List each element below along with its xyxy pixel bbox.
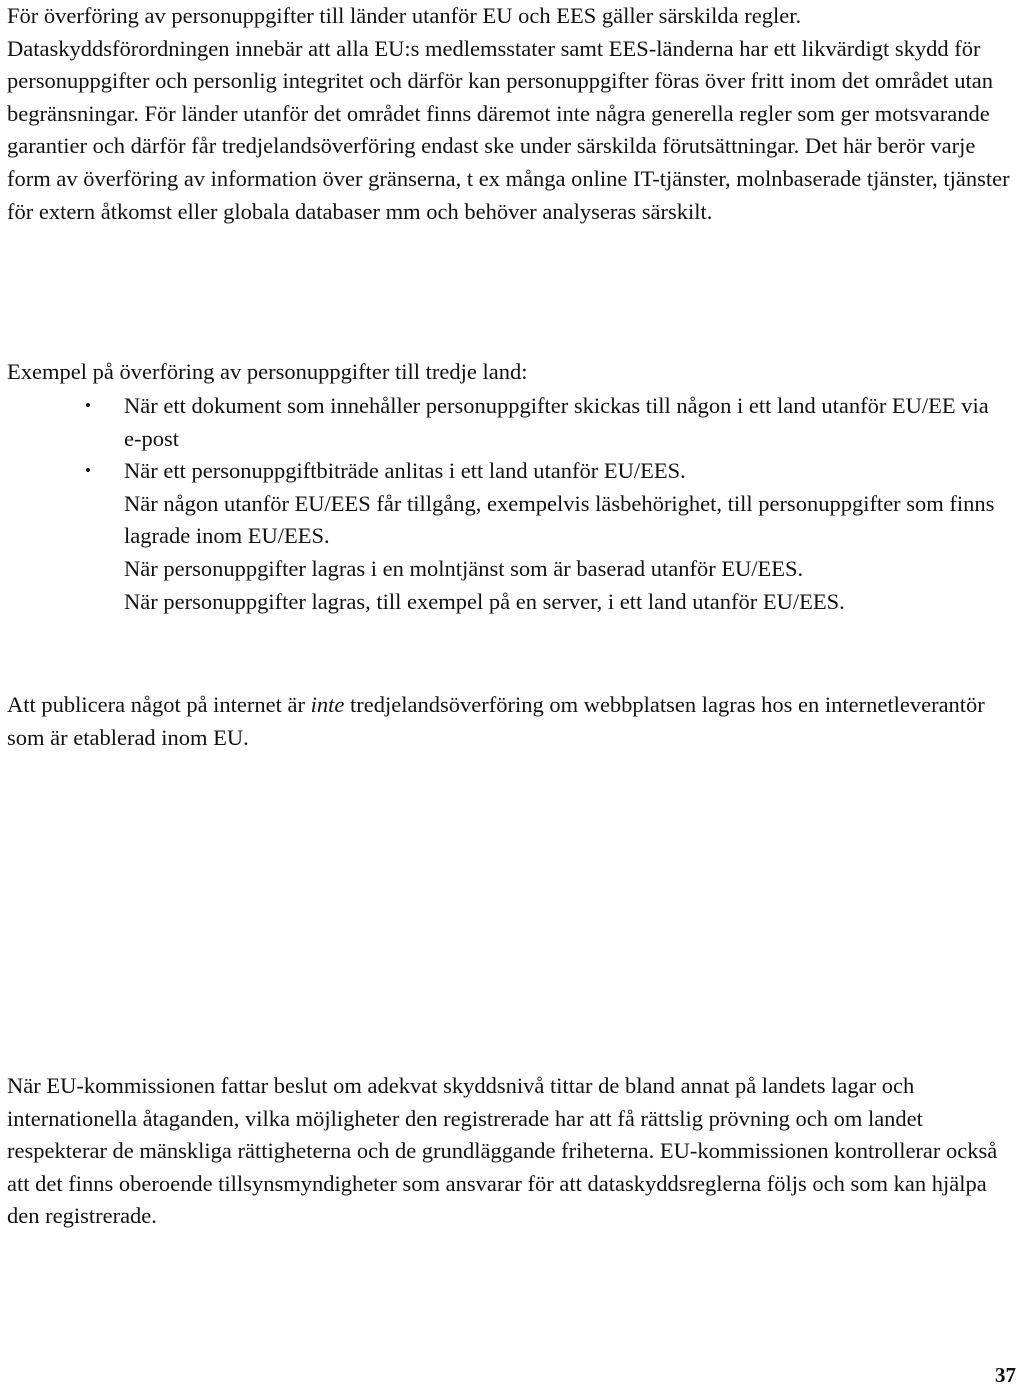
list-item: [0, 488, 1004, 553]
list-item-text: När personuppgifter lagras i en molntjänst som är baserad utanför EU/EES.: [124, 555, 804, 581]
list-item: [0, 390, 1004, 455]
list-item-text: När personuppgifter lagras, till exempel på en server, i ett land utanför EU/EES.: [124, 588, 845, 614]
adequacy-paragraph: När EU-kommissionen fattar beslut om adekvat skyddsnivå tittar de bland annat på landets lagar och internationella åtaganden, vilka möjligheter den registrerade har att få rättslig prövning och om landet respekterar de mänskliga rättigheterna och de grundläggande friheterna. EU-kommissionen kontrollerar också att det finns oberoende tillsynsmyndigheter som ansvarar för att dataskyddsreglerna följs och som kan hjälpa den registrerade.: [7, 1073, 998, 1229]
list-item: [0, 455, 1004, 488]
examples-heading: Exempel på överföring av personuppgifter till tredje land:: [7, 359, 528, 384]
bullet-icon: •: [85, 461, 91, 481]
publish-text-before: Att publicera något på internet är: [7, 692, 311, 717]
publish-paragraph: [7, 689, 1017, 754]
publish-text-after: tredjelandsöverföring om webbplatsen lagras hos en internetleverantör som är etablerad inom EU.: [7, 692, 985, 750]
intro-paragraph: För överföring av personuppgifter till länder utanför EU och EES gäller särskilda regler. Dataskyddsförordningen innebär att alla EU:s medlemsstater samt EES-länderna har ett likvärdigt skydd för personuppgifter och personlig integritet och därför kan personuppgifter föras över fritt inom det området utan begränsningar. För länder utanför det området finns däremot inte några generella regler som ger motsvarande garantier och därför får tredjelandsöverföring endast ske under särskilda förutsättningar. Det här berör varje form av överföring av information över gränserna, t ex många online IT-tjänster, molnbaserade tjänster, tjänster för extern åtkomst eller globala databaser mm och behöver analyseras särskilt.: [7, 3, 1010, 224]
list-item-text: När ett dokument som innehåller personuppgifter skickas till någon i ett land utanför EU/EE via e-post: [124, 393, 989, 451]
list-item-text: När någon utanför EU/EES får tillgång, exempelvis läsbehörighet, till personuppgifter som finns lagrade inom EU/EES.: [124, 490, 995, 549]
page-number: 37: [995, 1363, 1016, 1387]
examples-list: [0, 390, 1024, 618]
publish-emphasis: inte: [310, 692, 345, 717]
list-item: [0, 553, 1004, 586]
list-item: [0, 586, 1004, 619]
list-item-text: När ett personuppgiftbiträde anlitas i ett land utanför EU/EES.: [124, 458, 686, 484]
bullet-icon: •: [85, 396, 91, 415]
